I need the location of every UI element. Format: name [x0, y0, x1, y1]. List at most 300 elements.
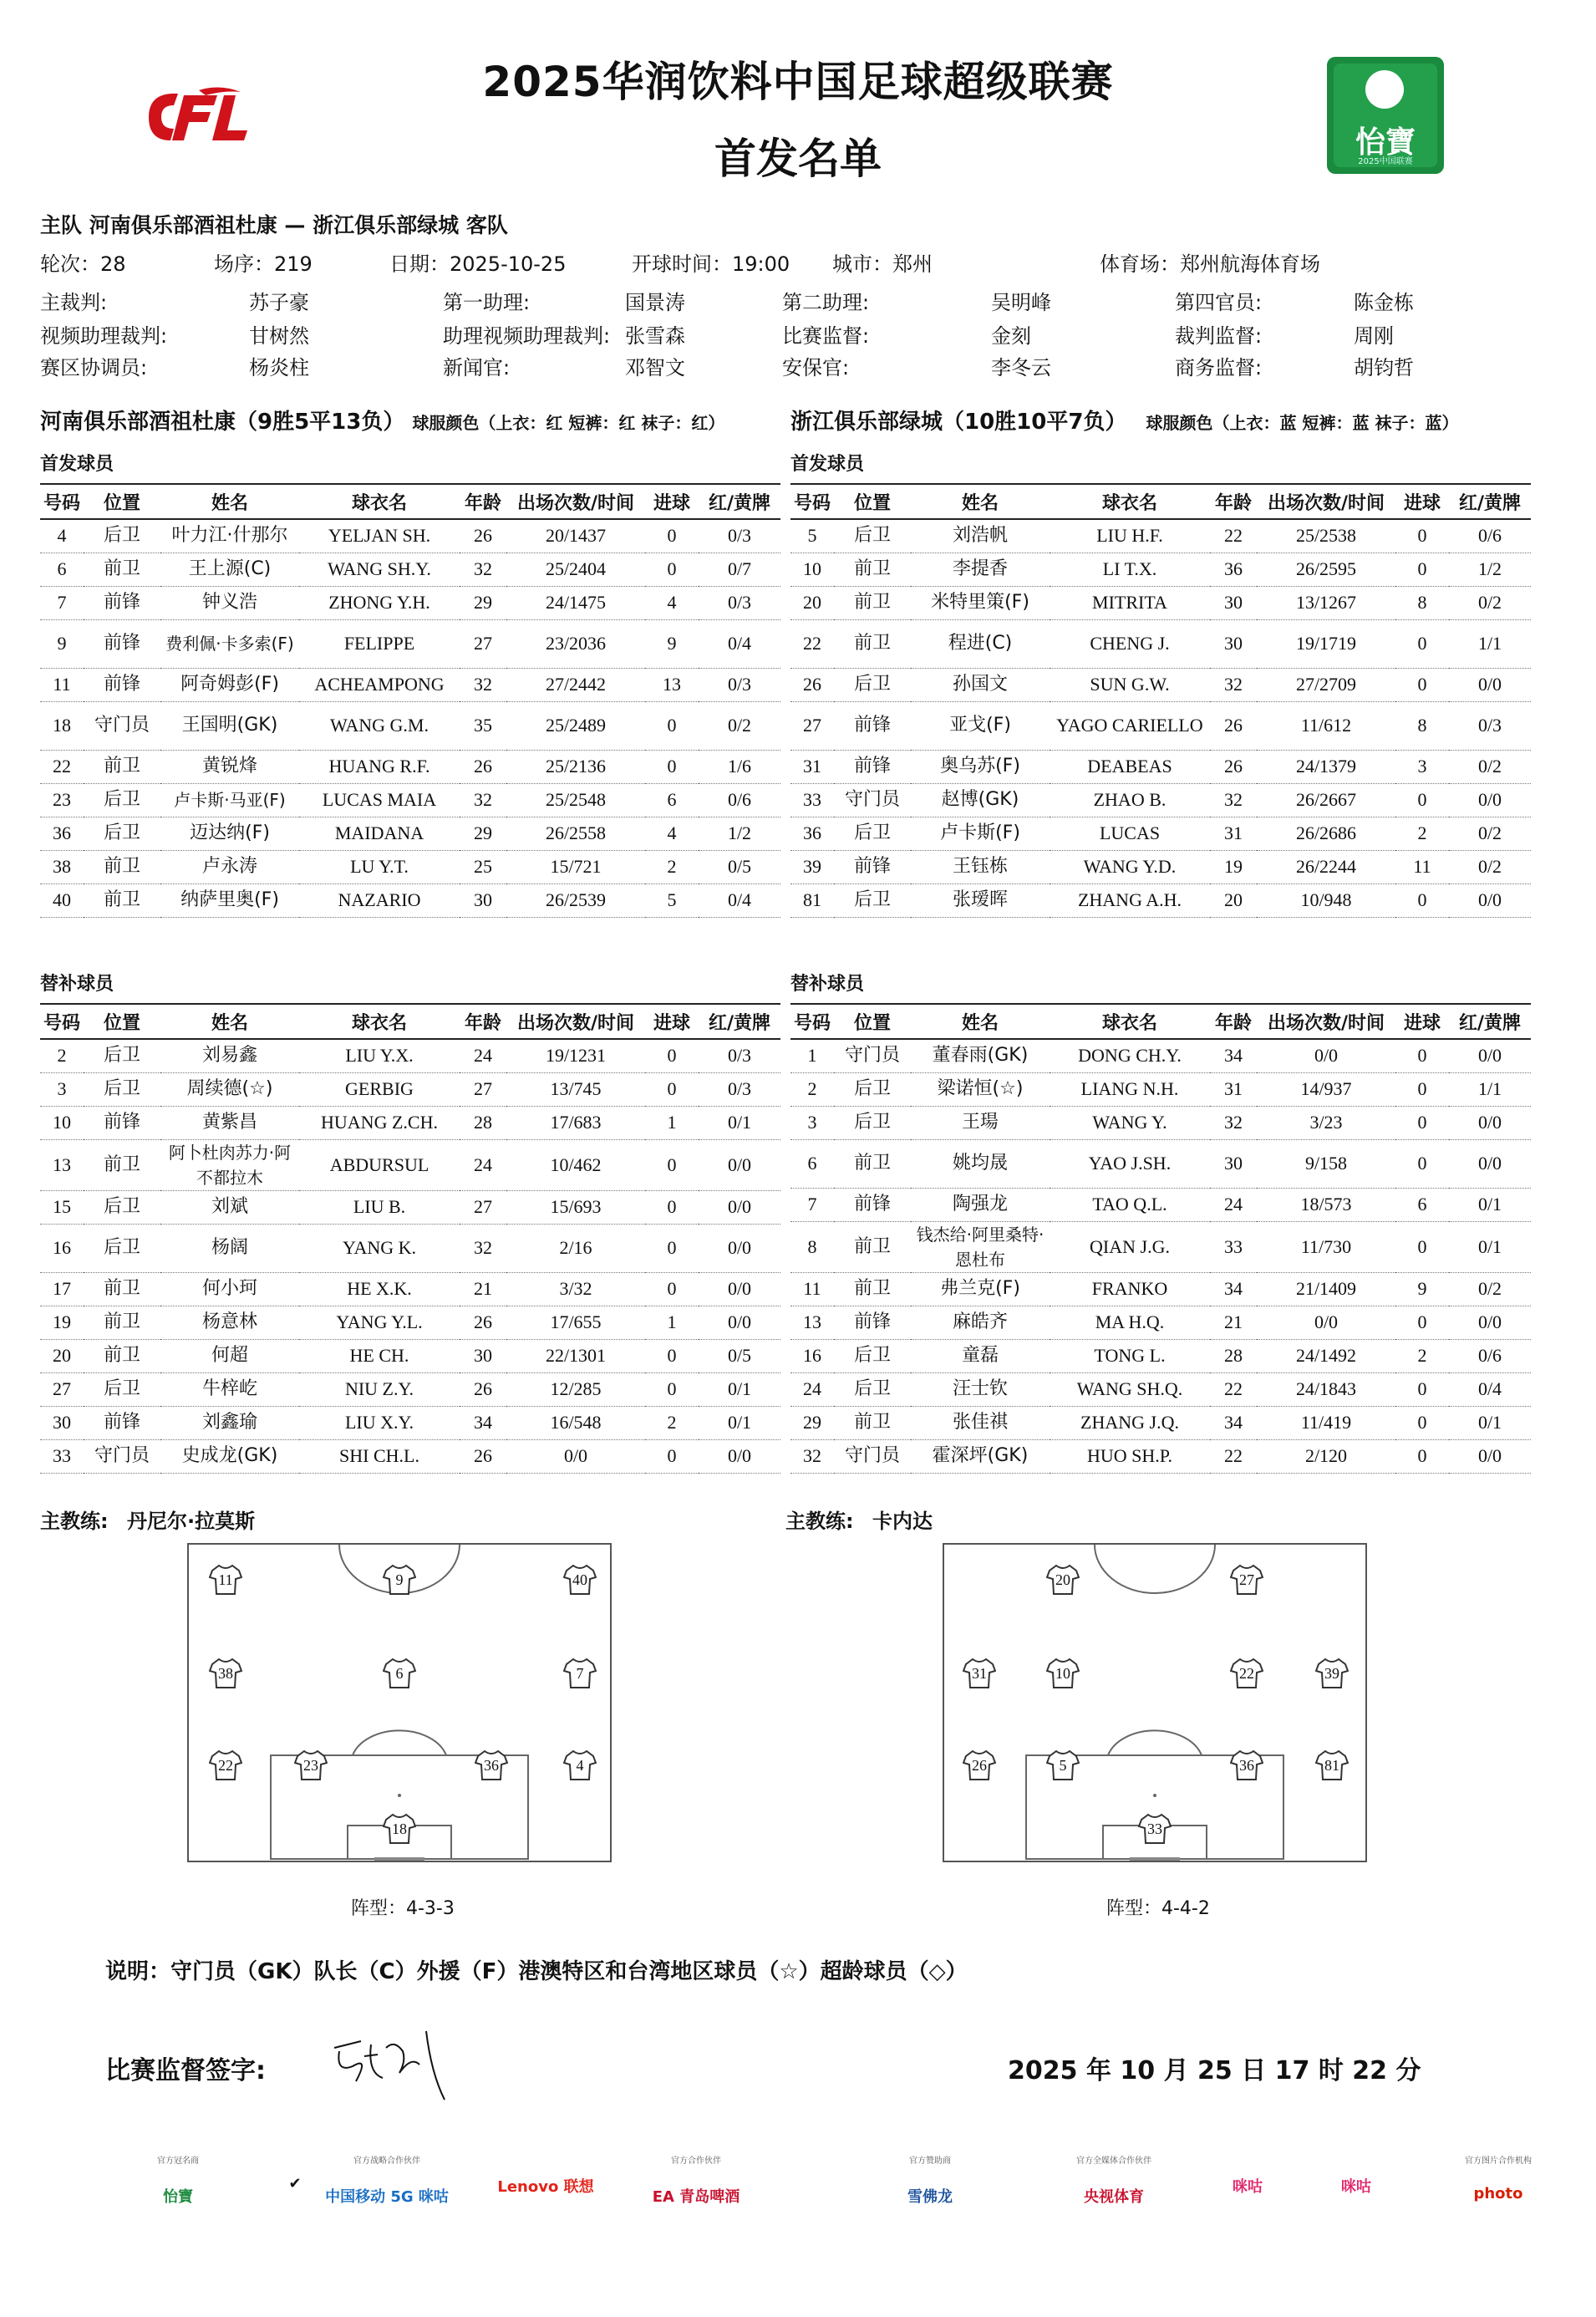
shirt-name: TAO Q.L. [1050, 1188, 1210, 1221]
shirt-name: ZHANG J.Q. [1050, 1406, 1210, 1439]
jersey-number: 6 [395, 1665, 404, 1682]
player-position: 守门员 [834, 783, 911, 817]
player-row [790, 1072, 1531, 1106]
appearances: 25/2136 [506, 750, 645, 783]
goals: 0 [1395, 1106, 1449, 1139]
player-name: 刘浩帆 [911, 519, 1050, 553]
column-header: 年龄 [460, 484, 506, 519]
official-name: 邓智文 [625, 356, 685, 379]
goals: 5 [645, 884, 699, 917]
appearances: 26/2686 [1257, 817, 1395, 850]
player-row [790, 586, 1531, 619]
goals: 0 [1395, 1306, 1449, 1339]
column-header: 号码 [790, 1004, 834, 1039]
appearances: 26/2558 [506, 817, 645, 850]
player-age: 26 [460, 1439, 506, 1473]
player-name: 董春雨(GK) [911, 1039, 1050, 1072]
official-name: 国景涛 [625, 291, 685, 314]
goals: 0 [1395, 1406, 1449, 1439]
player-name: 杨阔 [160, 1224, 299, 1272]
player-number: 10 [40, 1106, 84, 1139]
cards: 0/5 [699, 850, 780, 884]
player-row [40, 1139, 780, 1190]
player-row [790, 817, 1531, 850]
column-header: 红/黄牌 [1449, 1004, 1531, 1039]
sponsor-name: 雪佛龙 [907, 2188, 953, 2206]
player-position: 后卫 [834, 668, 911, 701]
player-row [790, 1139, 1531, 1188]
cards: 0/0 [1449, 1439, 1531, 1473]
official-label: 安保官: [782, 356, 850, 379]
player-position: 前锋 [834, 750, 911, 783]
player-row [40, 1439, 780, 1473]
player-name: 张瑷晖 [911, 884, 1050, 917]
player-name: 童磊 [911, 1339, 1050, 1372]
shirt-name: LIU X.Y. [299, 1406, 460, 1439]
player-number: 11 [790, 1272, 834, 1306]
player-number: 7 [790, 1188, 834, 1221]
jersey-icon [1046, 1658, 1080, 1689]
player-position: 前锋 [834, 1188, 911, 1221]
goals: 6 [645, 783, 699, 817]
jersey-icon [209, 1564, 242, 1596]
appearances: 21/1409 [1257, 1272, 1395, 1306]
player-row [790, 1039, 1531, 1072]
player-age: 33 [1210, 1221, 1257, 1272]
column-header: 球衣名 [299, 1004, 460, 1039]
appearances: 22/1301 [506, 1339, 645, 1372]
jersey-icon [209, 1658, 242, 1689]
cards: 0/1 [1449, 1221, 1531, 1272]
cards: 0/7 [699, 553, 780, 586]
player-age: 34 [460, 1406, 506, 1439]
player-name: 阿卜杜肉苏力·阿不都拉木 [160, 1139, 299, 1190]
player-row [40, 750, 780, 783]
cards: 0/5 [699, 1339, 780, 1372]
appearances: 20/1437 [506, 519, 645, 553]
player-age: 30 [1210, 619, 1257, 668]
player-row [790, 1272, 1531, 1306]
player-age: 22 [1210, 519, 1257, 553]
player-age: 30 [460, 1339, 506, 1372]
player-position: 前卫 [834, 553, 911, 586]
player-number: 17 [40, 1272, 84, 1306]
player-age: 26 [460, 750, 506, 783]
cards: 0/0 [699, 1139, 780, 1190]
official-label: 视频助理裁判: [40, 324, 168, 348]
shirt-name: LUCAS [1050, 817, 1210, 850]
player-position: 前卫 [84, 553, 160, 586]
jersey-icon [563, 1749, 597, 1781]
sponsor-logo [867, 2157, 993, 2207]
player-name: 王上源(C) [160, 553, 299, 586]
sponsor-name: 怡寶 [163, 2188, 193, 2206]
sponsor-logo [483, 2157, 608, 2197]
player-number: 18 [40, 701, 84, 750]
player-number: 26 [790, 668, 834, 701]
cards: 0/1 [699, 1106, 780, 1139]
player-age: 21 [1210, 1306, 1257, 1339]
player-name: 叶力江·什那尔 [160, 519, 299, 553]
shirt-name: QIAN J.G. [1050, 1221, 1210, 1272]
player-position: 前锋 [84, 668, 160, 701]
away-starters-title: 首发球员 [790, 454, 865, 475]
player-age: 30 [460, 884, 506, 917]
cards: 0/0 [699, 1224, 780, 1272]
player-age: 32 [460, 553, 506, 586]
appearances: 26/2667 [1257, 783, 1395, 817]
player-position: 前卫 [834, 1272, 911, 1306]
player-number: 3 [40, 1072, 84, 1106]
player-age: 28 [1210, 1339, 1257, 1372]
player-row [40, 1039, 780, 1072]
player-name: 陶强龙 [911, 1188, 1050, 1221]
sponsor-caption: 官方赞助商 [909, 2157, 951, 2166]
player-age: 26 [460, 1372, 506, 1406]
cards: 0/2 [1449, 586, 1531, 619]
shirt-name: WANG G.M. [299, 701, 460, 750]
player-age: 34 [1210, 1272, 1257, 1306]
player-position: 后卫 [834, 1339, 911, 1372]
player-name: 弗兰克(F) [911, 1272, 1050, 1306]
away-coach-name: 卡内达 [872, 1510, 933, 1533]
goals: 0 [1395, 1221, 1449, 1272]
player-number: 11 [40, 668, 84, 701]
cards: 0/2 [1449, 1272, 1531, 1306]
player-name: 奥乌苏(F) [911, 750, 1050, 783]
sponsor-logo [1051, 2157, 1177, 2207]
shirt-name: HE CH. [299, 1339, 460, 1372]
player-number: 16 [790, 1339, 834, 1372]
player-row [790, 783, 1531, 817]
official-name: 张雪森 [625, 324, 685, 348]
player-row [40, 783, 780, 817]
player-age: 29 [460, 817, 506, 850]
player-number: 20 [40, 1339, 84, 1372]
player-position: 前锋 [834, 701, 911, 750]
appearances: 17/683 [506, 1106, 645, 1139]
player-age: 34 [1210, 1406, 1257, 1439]
jersey-icon [563, 1658, 597, 1689]
player-name: 亚戈(F) [911, 701, 1050, 750]
shirt-name: CHENG J. [1050, 619, 1210, 668]
player-position: 前锋 [84, 619, 160, 668]
player-number: 16 [40, 1224, 84, 1272]
goals: 0 [1395, 783, 1449, 817]
player-age: 27 [460, 619, 506, 668]
cards: 0/0 [699, 1190, 780, 1224]
appearances: 19/1719 [1257, 619, 1395, 668]
goals: 0 [645, 1039, 699, 1072]
appearances: 14/937 [1257, 1072, 1395, 1106]
csl-logo: 怡寶 2025中国联赛 [1327, 57, 1444, 174]
round: 轮次：28 [40, 252, 126, 276]
cards: 0/2 [1449, 817, 1531, 850]
shirt-name: HUO SH.P. [1050, 1439, 1210, 1473]
player-position: 前卫 [834, 619, 911, 668]
jersey-number: 20 [1055, 1571, 1070, 1588]
player-position: 前卫 [834, 1221, 911, 1272]
column-header: 年龄 [460, 1004, 506, 1039]
player-number: 6 [40, 553, 84, 586]
shirt-name: WANG Y.D. [1050, 850, 1210, 884]
away-starters-table [790, 483, 1531, 918]
player-age: 28 [460, 1106, 506, 1139]
player-position: 前卫 [84, 884, 160, 917]
player-age: 32 [460, 668, 506, 701]
player-position: 后卫 [834, 519, 911, 553]
player-row [790, 1406, 1531, 1439]
player-row [790, 553, 1531, 586]
appearances: 26/2595 [1257, 553, 1395, 586]
player-row [40, 1306, 780, 1339]
home-team-header [40, 405, 724, 435]
player-age: 26 [1210, 701, 1257, 750]
appearances: 0/0 [1257, 1306, 1395, 1339]
player-position: 前卫 [84, 1272, 160, 1306]
shirt-name: MITRITA [1050, 586, 1210, 619]
player-number: 30 [40, 1406, 84, 1439]
player-row [790, 1188, 1531, 1221]
player-position: 后卫 [834, 1372, 911, 1406]
away-subs-table [790, 1003, 1531, 1474]
cards: 0/3 [699, 586, 780, 619]
appearances: 16/548 [506, 1406, 645, 1439]
appearances: 12/285 [506, 1372, 645, 1406]
player-position: 前锋 [834, 850, 911, 884]
player-position: 后卫 [84, 1224, 160, 1272]
player-age: 26 [1210, 750, 1257, 783]
player-number: 3 [790, 1106, 834, 1139]
player-position: 后卫 [84, 1190, 160, 1224]
column-header: 进球 [645, 1004, 699, 1039]
player-row [790, 1106, 1531, 1139]
appearances: 24/1379 [1257, 750, 1395, 783]
shirt-name: YANG K. [299, 1224, 460, 1272]
jersey-icon [209, 1749, 242, 1781]
player-name: 史成龙(GK) [160, 1439, 299, 1473]
player-row [40, 1190, 780, 1224]
cards: 0/0 [1449, 1106, 1531, 1139]
appearances: 25/2489 [506, 701, 645, 750]
player-row [790, 1339, 1531, 1372]
signature-datetime: 2025 年 10 月 25 日 17 时 22 分 [1008, 2056, 1421, 2085]
goals: 1 [645, 1106, 699, 1139]
official-label: 裁判监督: [1175, 324, 1263, 348]
column-header: 位置 [84, 484, 160, 519]
sponsor-name: EA 青岛啤酒 [652, 2188, 740, 2206]
player-name: 黄紫昌 [160, 1106, 299, 1139]
player-name: 米特里策(F) [911, 586, 1050, 619]
appearances: 0/0 [1257, 1039, 1395, 1072]
appearances: 24/1475 [506, 586, 645, 619]
goals: 0 [1395, 1039, 1449, 1072]
cards: 0/3 [699, 1039, 780, 1072]
shirt-name: LIU Y.X. [299, 1039, 460, 1072]
appearances: 17/655 [506, 1306, 645, 1339]
player-name: 纳萨里奥(F) [160, 884, 299, 917]
appearances: 11/419 [1257, 1406, 1395, 1439]
player-row [40, 884, 780, 917]
goals: 13 [645, 668, 699, 701]
column-header: 球衣名 [1050, 484, 1210, 519]
player-number: 22 [40, 750, 84, 783]
player-name: 王国明(GK) [160, 701, 299, 750]
jersey-icon [963, 1749, 996, 1781]
goals: 1 [645, 1306, 699, 1339]
player-number: 32 [790, 1439, 834, 1473]
shirt-name: FELIPPE [299, 619, 460, 668]
player-name: 周续德(☆) [160, 1072, 299, 1106]
sponsor-name: 央视体育 [1084, 2188, 1144, 2206]
column-header: 进球 [1395, 484, 1449, 519]
goals: 0 [645, 1272, 699, 1306]
player-age: 32 [1210, 668, 1257, 701]
home-starters-table [40, 483, 780, 918]
player-age: 20 [1210, 884, 1257, 917]
column-header: 姓名 [911, 1004, 1050, 1039]
jersey-number: 81 [1324, 1757, 1339, 1774]
sponsor-caption: 官方冠名商 [157, 2157, 199, 2166]
cards: 0/3 [699, 668, 780, 701]
player-number: 27 [40, 1372, 84, 1406]
goals: 2 [645, 1406, 699, 1439]
appearances: 11/730 [1257, 1221, 1395, 1272]
player-number: 24 [790, 1372, 834, 1406]
cards: 1/6 [699, 750, 780, 783]
cards: 0/0 [699, 1306, 780, 1339]
player-number: 23 [40, 783, 84, 817]
away-kit-colors: 球服颜色（上衣：蓝 短裤：蓝 袜子：蓝） [1146, 413, 1459, 433]
cards: 0/0 [1449, 668, 1531, 701]
home-formation: 阵型：4-3-3 [351, 1898, 455, 1919]
appearances: 27/2442 [506, 668, 645, 701]
player-row [40, 668, 780, 701]
appearances: 13/1267 [1257, 586, 1395, 619]
shirt-name: NIU Z.Y. [299, 1372, 460, 1406]
player-position: 后卫 [84, 519, 160, 553]
official-name: 金刻 [991, 324, 1031, 348]
player-name: 费利佩·卡多索(F) [160, 619, 299, 668]
column-header: 出场次数/时间 [1257, 484, 1395, 519]
shirt-name: LU Y.T. [299, 850, 460, 884]
player-age: 24 [460, 1039, 506, 1072]
shirt-name: ZHONG Y.H. [299, 586, 460, 619]
appearances: 19/1231 [506, 1039, 645, 1072]
shirt-name: ACHEAMPONG [299, 668, 460, 701]
player-row [40, 586, 780, 619]
home-coach-name: 丹尼尔·拉莫斯 [126, 1510, 256, 1533]
shirt-name: FRANKO [1050, 1272, 1210, 1306]
jersey-icon [563, 1564, 597, 1596]
away-team-name: 浙江俱乐部绿城（10胜10平7负） [790, 410, 1127, 435]
goals: 0 [1395, 884, 1449, 917]
player-row [790, 701, 1531, 750]
appearances: 23/2036 [506, 619, 645, 668]
player-name: 梁诺恒(☆) [911, 1072, 1050, 1106]
signature-label: 比赛监督签字: [105, 2056, 266, 2085]
jersey-icon [1315, 1658, 1349, 1689]
player-number: 33 [790, 783, 834, 817]
player-name: 孙国文 [911, 668, 1050, 701]
jersey-number: 36 [484, 1757, 499, 1774]
player-name: 钟义浩 [160, 586, 299, 619]
goals: 0 [1395, 1372, 1449, 1406]
home-formation-pitch [187, 1543, 612, 1862]
shirt-name: LIU B. [299, 1190, 460, 1224]
cards: 1/1 [1449, 1072, 1531, 1106]
jersey-icon [1046, 1564, 1080, 1596]
cards: 0/1 [1449, 1406, 1531, 1439]
player-position: 后卫 [834, 1106, 911, 1139]
shirt-name: YELJAN SH. [299, 519, 460, 553]
goals: 0 [1395, 619, 1449, 668]
match-line: 主队 河南俱乐部酒祖杜康 — 浙江俱乐部绿城 客队 [40, 213, 508, 237]
jersey-number: 5 [1059, 1757, 1067, 1774]
jersey-number: 23 [303, 1757, 318, 1774]
appearances: 11/612 [1257, 701, 1395, 750]
player-age: 36 [1210, 553, 1257, 586]
player-age: 19 [1210, 850, 1257, 884]
jersey-icon [383, 1564, 416, 1596]
jersey-number: 10 [1055, 1665, 1070, 1682]
jersey-number: 40 [572, 1571, 587, 1588]
player-row [790, 1221, 1531, 1272]
cards: 0/0 [1449, 1139, 1531, 1188]
page-subtitle: 首发名单 [714, 135, 882, 183]
player-name: 王钰栋 [911, 850, 1050, 884]
player-row [790, 619, 1531, 668]
goals: 8 [1395, 701, 1449, 750]
appearances: 24/1492 [1257, 1339, 1395, 1372]
player-position: 后卫 [834, 884, 911, 917]
appearances: 13/745 [506, 1072, 645, 1106]
official-name: 吴明峰 [991, 291, 1051, 314]
appearances: 26/2244 [1257, 850, 1395, 884]
player-number: 29 [790, 1406, 834, 1439]
jersey-icon [383, 1658, 416, 1689]
player-age: 21 [460, 1272, 506, 1306]
player-position: 后卫 [84, 1372, 160, 1406]
official-label: 赛区协调员: [40, 356, 148, 379]
player-name: 刘易鑫 [160, 1039, 299, 1072]
cards: 0/0 [1449, 1306, 1531, 1339]
column-header: 号码 [790, 484, 834, 519]
player-name: 赵博(GK) [911, 783, 1050, 817]
jersey-icon [294, 1749, 328, 1781]
player-age: 32 [460, 1224, 506, 1272]
player-row [40, 850, 780, 884]
column-header: 出场次数/时间 [506, 1004, 645, 1039]
official-label: 第二助理: [782, 291, 870, 314]
player-number: 2 [790, 1072, 834, 1106]
goals: 3 [1395, 750, 1449, 783]
home-subs-title: 替补球员 [40, 974, 114, 995]
shirt-name: YANG Y.L. [299, 1306, 460, 1339]
column-header: 进球 [1395, 1004, 1449, 1039]
player-name: 钱杰给·阿里桑特·恩杜布 [911, 1221, 1050, 1272]
player-age: 22 [1210, 1439, 1257, 1473]
sponsor-strip [115, 2157, 1536, 2223]
column-header: 姓名 [160, 1004, 299, 1039]
goals: 0 [1395, 553, 1449, 586]
jersey-icon [963, 1658, 996, 1689]
player-name: 刘鑫瑜 [160, 1406, 299, 1439]
goals: 0 [645, 750, 699, 783]
appearances: 10/462 [506, 1139, 645, 1190]
official-label: 第四官员: [1175, 291, 1263, 314]
player-number: 33 [40, 1439, 84, 1473]
